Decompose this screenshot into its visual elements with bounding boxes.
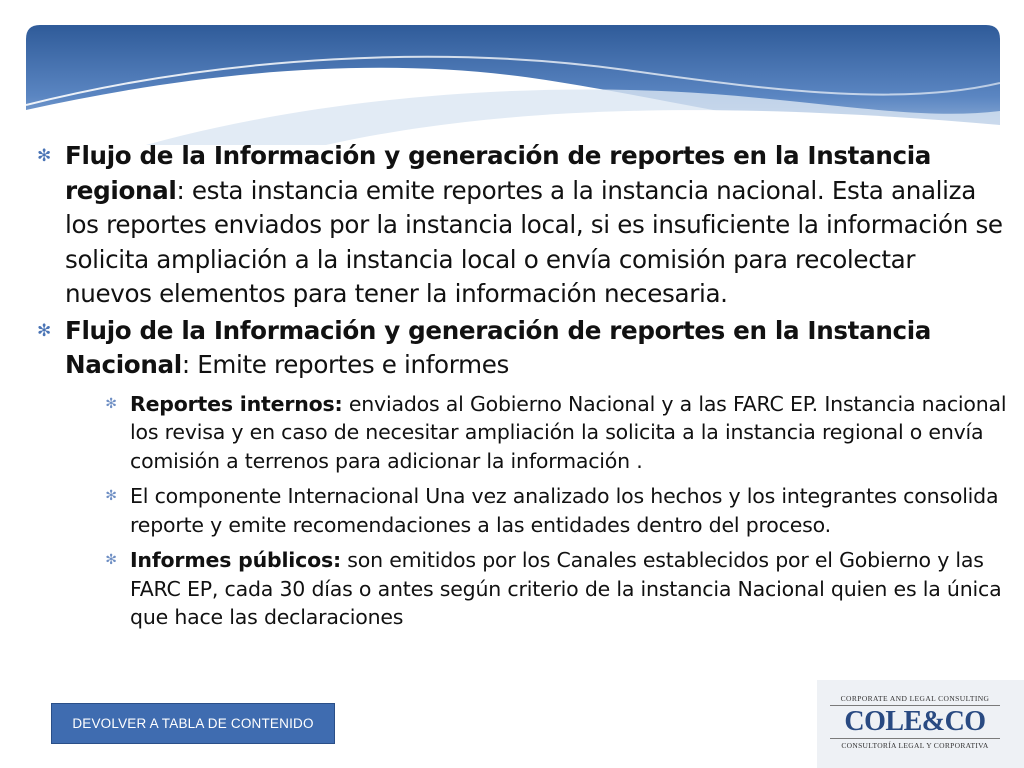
bullet-asterisk-icon: ✻ bbox=[105, 552, 117, 568]
company-logo bbox=[817, 680, 1024, 768]
header-banner bbox=[26, 25, 1000, 145]
bullet-asterisk-icon: ✻ bbox=[37, 146, 51, 166]
slide-content bbox=[34, 139, 1009, 632]
logo-divider bbox=[830, 738, 1000, 739]
bullet-asterisk-icon: ✻ bbox=[105, 488, 117, 504]
bullet-heading: Flujo de la Información y generación de reportes en la Instancia regional bbox=[65, 141, 932, 205]
sub-bullet-heading: Informes públicos: bbox=[130, 548, 341, 572]
back-to-toc-button[interactable]: DEVOLVER A TABLA DE CONTENIDO bbox=[51, 703, 335, 744]
bullet-asterisk-icon: ✻ bbox=[105, 395, 117, 412]
sub-bullet-informes-publicos bbox=[34, 546, 1009, 632]
sub-bullet-heading: Reportes internos: bbox=[130, 391, 343, 416]
bullet-regional bbox=[34, 139, 1009, 312]
bullet-nacional bbox=[34, 314, 1009, 383]
sub-bullet-text: enviados al Gobierno Nacional y a las FARC EP. Instancia nacional los revisa y en caso de necesitar ampliación la solicita a la instancia regional o envía comisión a terrenos para adicionar la información . bbox=[130, 391, 1007, 473]
bullet-heading: Flujo de la Información y generación de reportes en la Instancia Nacional bbox=[65, 315, 932, 379]
bullet-text: : Emite reportes e informes bbox=[181, 350, 509, 379]
sub-bullet-componente-internacional bbox=[34, 482, 1009, 539]
logo-bottom-text: CONSULTORÍA LEGAL Y CORPORATIVA bbox=[841, 741, 989, 750]
sub-bullet-text: son emitidos por los Canales establecidos por el Gobierno y las FARC EP, cada 30 días o antes según criterio de la instancia Nacional quien es la única que hace las declaraciones bbox=[130, 548, 1002, 629]
logo-top-text: CORPORATE AND LEGAL CONSULTING bbox=[840, 694, 990, 703]
bullet-text: : esta instancia emite reportes a la instancia nacional. Esta analiza los reportes enviados por la instancia local, si es insuficiente la información se solicita ampliación a la instancia local o envía comisión para recolectar nuevos elementos para tener la información necesaria. bbox=[65, 175, 1003, 308]
sub-bullet-text: El componente Internacional Una vez analizado los hechos y los integrantes consolida reporte y emite recomendaciones a las entidades dentro del proceso. bbox=[130, 484, 999, 537]
sub-bullet-reportes-internos bbox=[34, 390, 1009, 476]
bullet-asterisk-icon: ✻ bbox=[37, 320, 51, 341]
logo-main-text: COLE&CO bbox=[844, 706, 986, 737]
